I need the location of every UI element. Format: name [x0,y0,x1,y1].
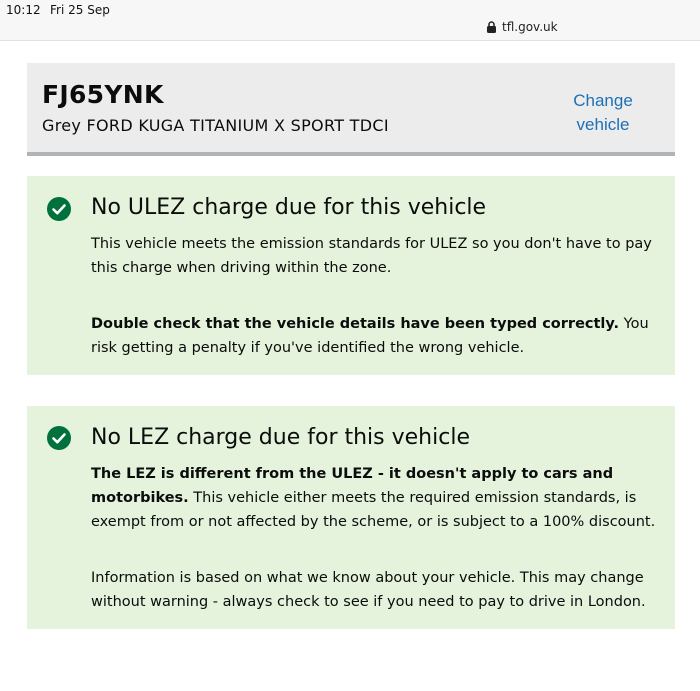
url-text[interactable]: tfl.gov.uk [502,20,558,34]
check-circle-icon [47,426,71,450]
browser-status-bar [0,0,700,41]
change-link-line2: vehicle [576,115,630,134]
address-bar[interactable] [486,20,558,34]
lez-difference-text: This vehicle either meets the required emission standards, is exempt from or not affected by the scheme, or is subject to a 100% discount. [91,490,656,530]
vehicle-details-card [27,63,675,156]
lock-icon [486,21,497,33]
vehicle-registration: FJ65YNK [42,80,164,109]
status-time: 10:12 [6,3,41,17]
ulez-result-panel [27,176,675,375]
lez-paragraph-2: Information is based on what we know about your vehicle. This may change without warning - always check to see if you need to pay to drive in London. [91,570,646,610]
ulez-paragraph-1: This vehicle meets the emission standards for ULEZ so you don't have to pay this charge when driving within the zone. [91,236,652,276]
change-link-line1: Change [573,91,633,110]
ulez-heading: No ULEZ charge due for this vehicle [91,195,487,220]
ulez-warning-text: You risk getting a penalty if you've identified the wrong vehicle. [91,316,649,356]
change-vehicle-link[interactable] [560,89,646,137]
lez-result-panel [27,406,675,629]
status-date: Fri 25 Sep [50,3,110,17]
lez-difference-bold: The LEZ is different from the ULEZ - it doesn't apply to cars and motorbikes. [91,466,614,506]
check-circle-icon [47,197,71,221]
lez-heading: No LEZ charge due for this vehicle [91,425,470,450]
vehicle-description: Grey FORD KUGA TITANIUM X SPORT TDCI [42,116,389,135]
lez-paragraph-1 [91,462,666,534]
ulez-paragraph-2 [91,312,666,360]
ulez-warning-bold: Double check that the vehicle details have been typed correctly. [91,316,620,332]
